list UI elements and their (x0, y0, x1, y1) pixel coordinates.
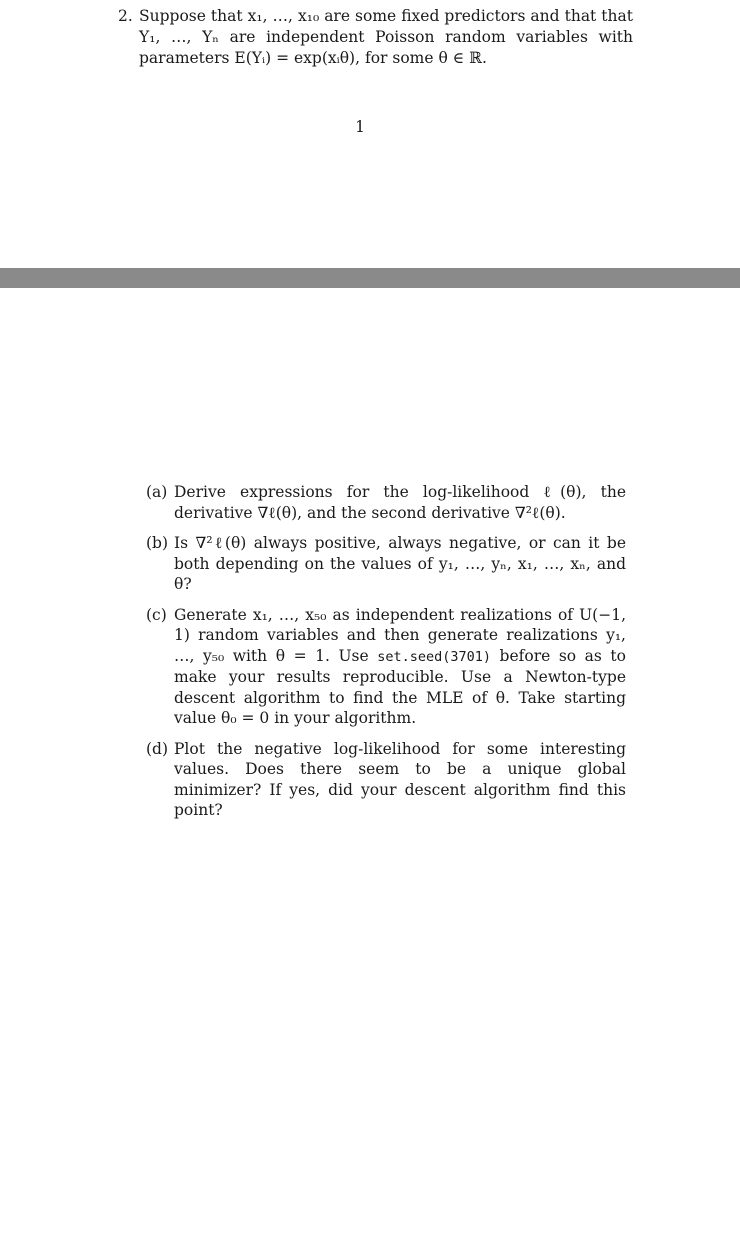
problem-text: Suppose that x₁, …, x₁₀ are some fixed predictors and that that Y₁, …, Yₙ are independent Poisson random variables with parameters E(Yᵢ) = exp(xᵢθ), for some θ ∈ ℝ. (139, 7, 633, 67)
part-c (146, 605, 626, 729)
code-snippet: set.seed(3701) (377, 648, 491, 665)
problem-number: 2. (118, 7, 133, 25)
part-label: (b) (146, 534, 169, 552)
part-text (174, 605, 626, 729)
part-text: Derive expressions for the log-likelihood ℓ(θ), the derivative ∇ℓ(θ), and the second derivative ∇²ℓ(θ). (174, 483, 626, 522)
part-label: (c) (146, 605, 167, 624)
part-label: (d) (146, 739, 169, 758)
problem-statement (118, 6, 633, 69)
part-text: Plot the negative log-likelihood for some interesting values. Does there seem to be a unique global minimizer? If yes, did your descent algorithm find this point? (174, 739, 626, 819)
part-label: (a) (146, 483, 168, 501)
part-b (146, 533, 626, 595)
part-text-after: before so as to make your results reproducible. Use a Newton-type descent algorithm to find the MLE of θ. Take starting value θ₀ = 0 in your algorithm. (174, 646, 626, 727)
part-text: Is ∇²ℓ(θ) always positive, always negative, or can it be both depending on the values of y₁, …, yₙ, x₁, …, xₙ, and θ? (174, 534, 626, 593)
part-d (146, 739, 626, 821)
problem-parts (146, 482, 626, 831)
part-text-before: Generate x₁, …, x₅₀ as independent realizations of U(−1, 1) random variables and then generate realizations y₁, …, y₅₀ with θ = 1. Use (174, 605, 626, 665)
page-1-bottom (0, 0, 740, 268)
part-a (146, 482, 626, 523)
page-divider (0, 268, 740, 288)
page-number: 1 (355, 118, 365, 136)
